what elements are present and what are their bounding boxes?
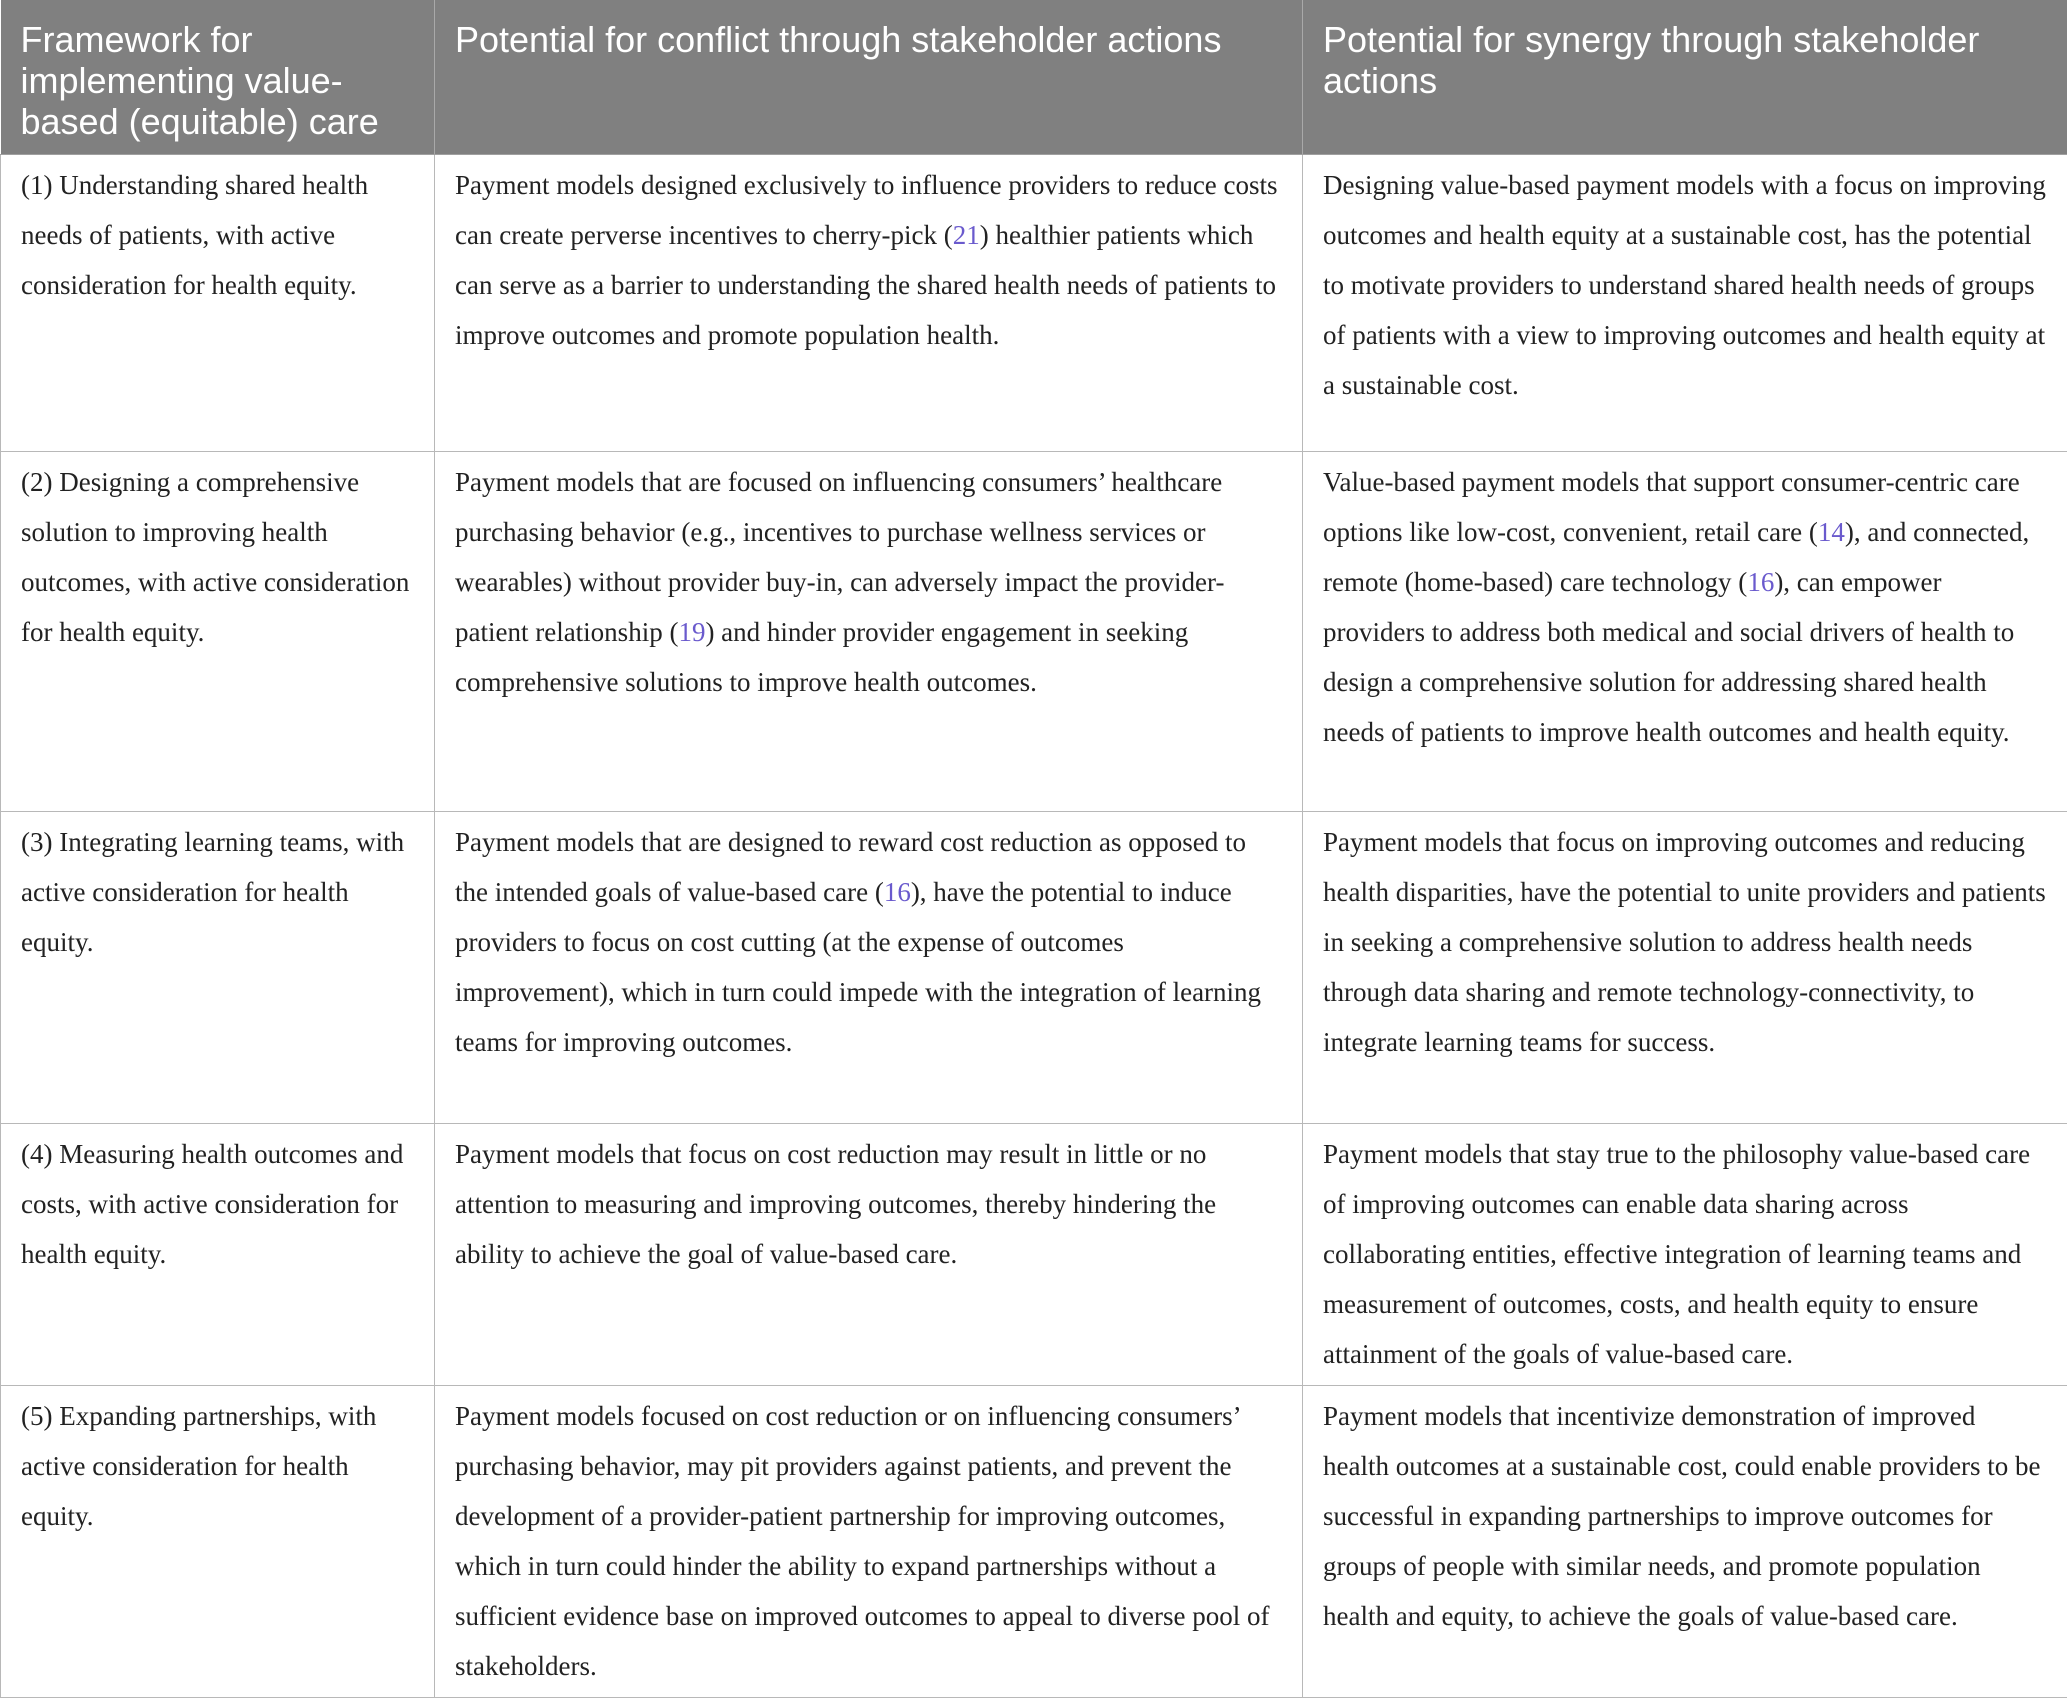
synergy-cell: Payment models that stay true to the philosophy value-based care of improving outcomes can enable data sharing across collaborating entities, effective integration of learning teams and measurement of outcomes, costs, and health equity to ensure attainment of the goals of value-based care.: [1303, 1124, 2067, 1386]
table-row: [1, 155, 2067, 452]
table-row: [1, 812, 2067, 1124]
reference-link[interactable]: 21: [953, 220, 980, 250]
conflict-cell: Payment models focused on cost reduction or on influencing consumers’ purchasing behavior, may pit providers against patients, and prevent the development of a provider-patient partnership for improving outcomes, which in turn could hinder the ability to expand partnerships without a sufficient evidence base on improved outcomes to appeal to diverse pool of stakeholders.: [435, 1386, 1303, 1698]
conflict-cell: Payment models that focus on cost reduction may result in little or no attention to measuring and improving outcomes, thereby hindering the ability to achieve the goal of value-based care.: [435, 1124, 1303, 1386]
framework-cell: (3) Integrating learning teams, with active consideration for health equity.: [1, 812, 435, 1124]
reference-link[interactable]: 19: [678, 617, 705, 647]
framework-cell: (4) Measuring health outcomes and costs, with active consideration for health equity.: [1, 1124, 435, 1386]
reference-link[interactable]: 16: [884, 877, 911, 907]
conflict-text: Payment models designed exclusively to influence providers to reduce costs can create perverse incentives to cherry-pick (: [455, 170, 1278, 250]
conflict-text: ), have the potential to induce providers to focus on cost cutting (at the expense of outcomes improvement), which in turn could impede with the integration of learning teams for improving outcomes.: [455, 877, 1261, 1057]
conflict-cell: [435, 155, 1303, 452]
reference-link[interactable]: 14: [1818, 517, 1845, 547]
synergy-text: ), and connected, remote (home-based) care technology (: [1323, 517, 2029, 597]
table-header: [1, 0, 2067, 155]
header-framework: Framework for implementing value-based (equitable) care: [1, 0, 435, 155]
header-synergy: Potential for synergy through stakeholder actions: [1303, 0, 2067, 155]
synergy-cell: [1303, 452, 2067, 812]
table-row: [1, 452, 2067, 812]
framework-cell: (1) Understanding shared health needs of patients, with active consideration for health equity.: [1, 155, 435, 452]
conflict-cell: [435, 812, 1303, 1124]
conflict-cell: [435, 452, 1303, 812]
synergy-cell: Designing value-based payment models with a focus on improving outcomes and health equity at a sustainable cost, has the potential to motivate providers to understand shared health needs of groups of patients with a view to improving outcomes and health equity at a sustainable cost.: [1303, 155, 2067, 452]
synergy-cell: Payment models that focus on improving outcomes and reducing health disparities, have the potential to unite providers and patients in seeking a comprehensive solution to address health needs through data sharing and remote technology-connectivity, to integrate learning teams for success.: [1303, 812, 2067, 1124]
header-conflict: Potential for conflict through stakeholder actions: [435, 0, 1303, 155]
synergy-text: ), can empower providers to address both medical and social drivers of health to design a comprehensive solution for addressing shared health needs of patients to improve health outcomes and health equity.: [1323, 567, 2014, 747]
conflict-text: ) healthier patients which can serve as a barrier to understanding the shared health needs of patients to improve outcomes and promote population health.: [455, 220, 1276, 350]
header-row: [1, 0, 2067, 155]
reference-link[interactable]: 16: [1747, 567, 1774, 597]
framework-cell: (2) Designing a comprehensive solution to improving health outcomes, with active consideration for health equity.: [1, 452, 435, 812]
conflict-text: Payment models that are designed to reward cost reduction as opposed to the intended goals of value-based care (: [455, 827, 1246, 907]
synergy-cell: Payment models that incentivize demonstration of improved health outcomes at a sustainable cost, could enable providers to be successful in expanding partnerships to improve outcomes for groups of people with similar needs, and promote population health and equity, to achieve the goals of value-based care.: [1303, 1386, 2067, 1698]
table-row: [1, 1124, 2067, 1386]
table-row: [1, 1386, 2067, 1698]
framework-cell: (5) Expanding partnerships, with active consideration for health equity.: [1, 1386, 435, 1698]
synergy-text: Value-based payment models that support consumer-centric care options like low-cost, convenient, retail care (: [1323, 467, 2020, 547]
table-body: [1, 155, 2067, 1698]
conflict-text: ) and hinder provider engagement in seeking comprehensive solutions to improve health outcomes.: [455, 617, 1188, 697]
conflict-text: Payment models that are focused on influencing consumers’ healthcare purchasing behavior (e.g., incentives to purchase wellness services or wearables) without provider buy-in, can adversely impact the provider-patient relationship (: [455, 467, 1224, 647]
